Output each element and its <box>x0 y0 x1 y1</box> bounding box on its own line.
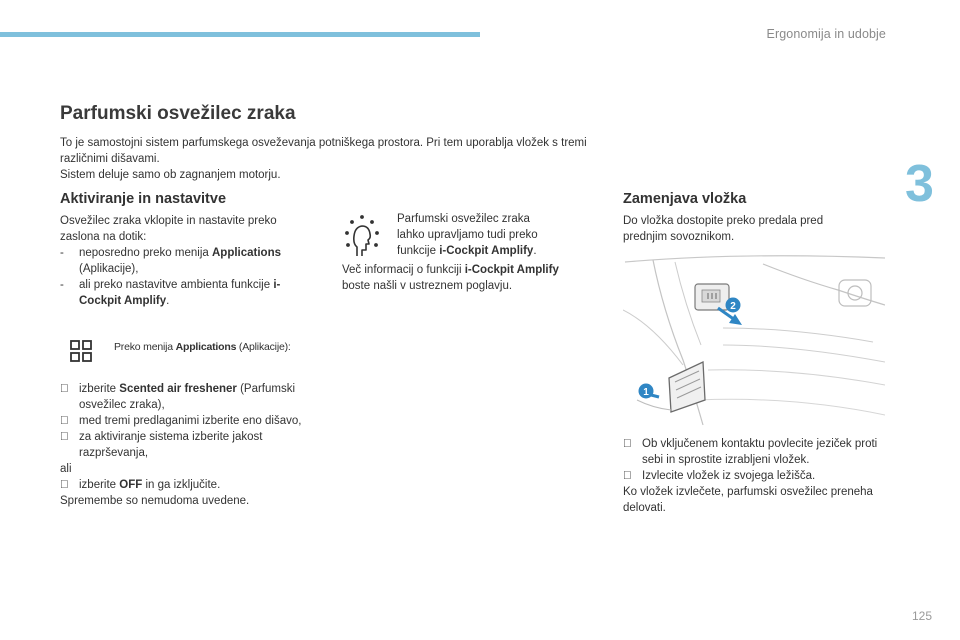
list-item: za aktiviranje sistema izberite jakost razprševanja, <box>60 429 310 461</box>
list-item: Ob vključenem kontaktu povlecite jeziček proti sebi in sprostite izrabljeni vložek. <box>623 436 885 468</box>
list-item: - ali preko nastavitve ambienta funkcije i-Cockpit Amplify. <box>60 279 281 307</box>
dash-marker: - <box>60 247 64 259</box>
chapter-number: 3 <box>905 155 934 213</box>
intro-text <box>60 135 610 183</box>
section-header-title: Ergonomija in udobje <box>766 27 886 41</box>
or-text: ali <box>60 463 72 475</box>
glovebox-illustration <box>623 250 885 430</box>
dash-marker: - <box>60 279 64 291</box>
heading-cartridge-replacement: Zamenjava vložka <box>623 191 747 207</box>
page-title: Parfumski osvežilec zraka <box>60 103 296 124</box>
more-info-text: Več informacij o funkciji i-Cockpit Amplify boste našli v ustreznem poglavju. <box>342 264 559 292</box>
cockpit-amplify-text: Parfumski osvežilec zraka lahko upravljamo tudi preko funkcije i-Cockpit Amplify. <box>397 213 538 257</box>
checkbox-marker <box>60 429 79 461</box>
heading-activation: Aktiviranje in nastavitve <box>60 191 227 207</box>
checkbox-marker <box>60 477 79 493</box>
checkbox-marker <box>623 468 642 484</box>
list-item: med tremi predlaganimi izberite eno dišavo, <box>60 413 310 429</box>
activation-text <box>60 213 305 309</box>
steps-text <box>60 381 310 509</box>
applications-menu-line: Preko menija Applications (Aplikacije): <box>114 341 291 353</box>
list-item: izberite OFF in ga izključite. <box>60 477 310 493</box>
activation-para: Osvežilec zraka vklopite in nastavite preko zaslona na dotik: <box>60 215 277 243</box>
cockpit-amplify-person-icon <box>342 214 382 258</box>
changes-note: Spremembe so nemudoma uvedene. <box>60 495 250 507</box>
callout-2: 2 <box>730 301 736 312</box>
applications-grid-icon <box>70 340 92 362</box>
header-accent-bar <box>0 32 480 37</box>
checkbox-marker <box>623 436 642 468</box>
checkbox-marker <box>60 381 79 413</box>
callout-1: 1 <box>643 387 649 398</box>
list-item: - neposredno preko menija Applications (Aplikacije), <box>60 247 281 275</box>
list-item: Izvlecite vložek iz svojega ležišča. <box>623 468 885 484</box>
checkbox-marker <box>60 413 79 429</box>
replacement-note: Ko vložek izvlečete, parfumski osvežilec preneha delovati. <box>623 486 873 514</box>
cartridge-access-text: Do vložka dostopite preko predala pred prednjim sovoznikom. <box>623 215 824 243</box>
page-number: 125 <box>912 609 933 623</box>
intro-line-2: Sistem deluje samo ob zagnanjem motorju. <box>60 169 281 181</box>
list-item: izberite Scented air freshener (Parfumski osvežilec zraka), <box>60 381 310 413</box>
replacement-steps <box>623 436 885 516</box>
intro-line-1: To je samostojni sistem parfumskega osveževanja potniškega prostora. Pri tem uporablja vložek s tremi različnimi dišavami. <box>60 137 587 165</box>
